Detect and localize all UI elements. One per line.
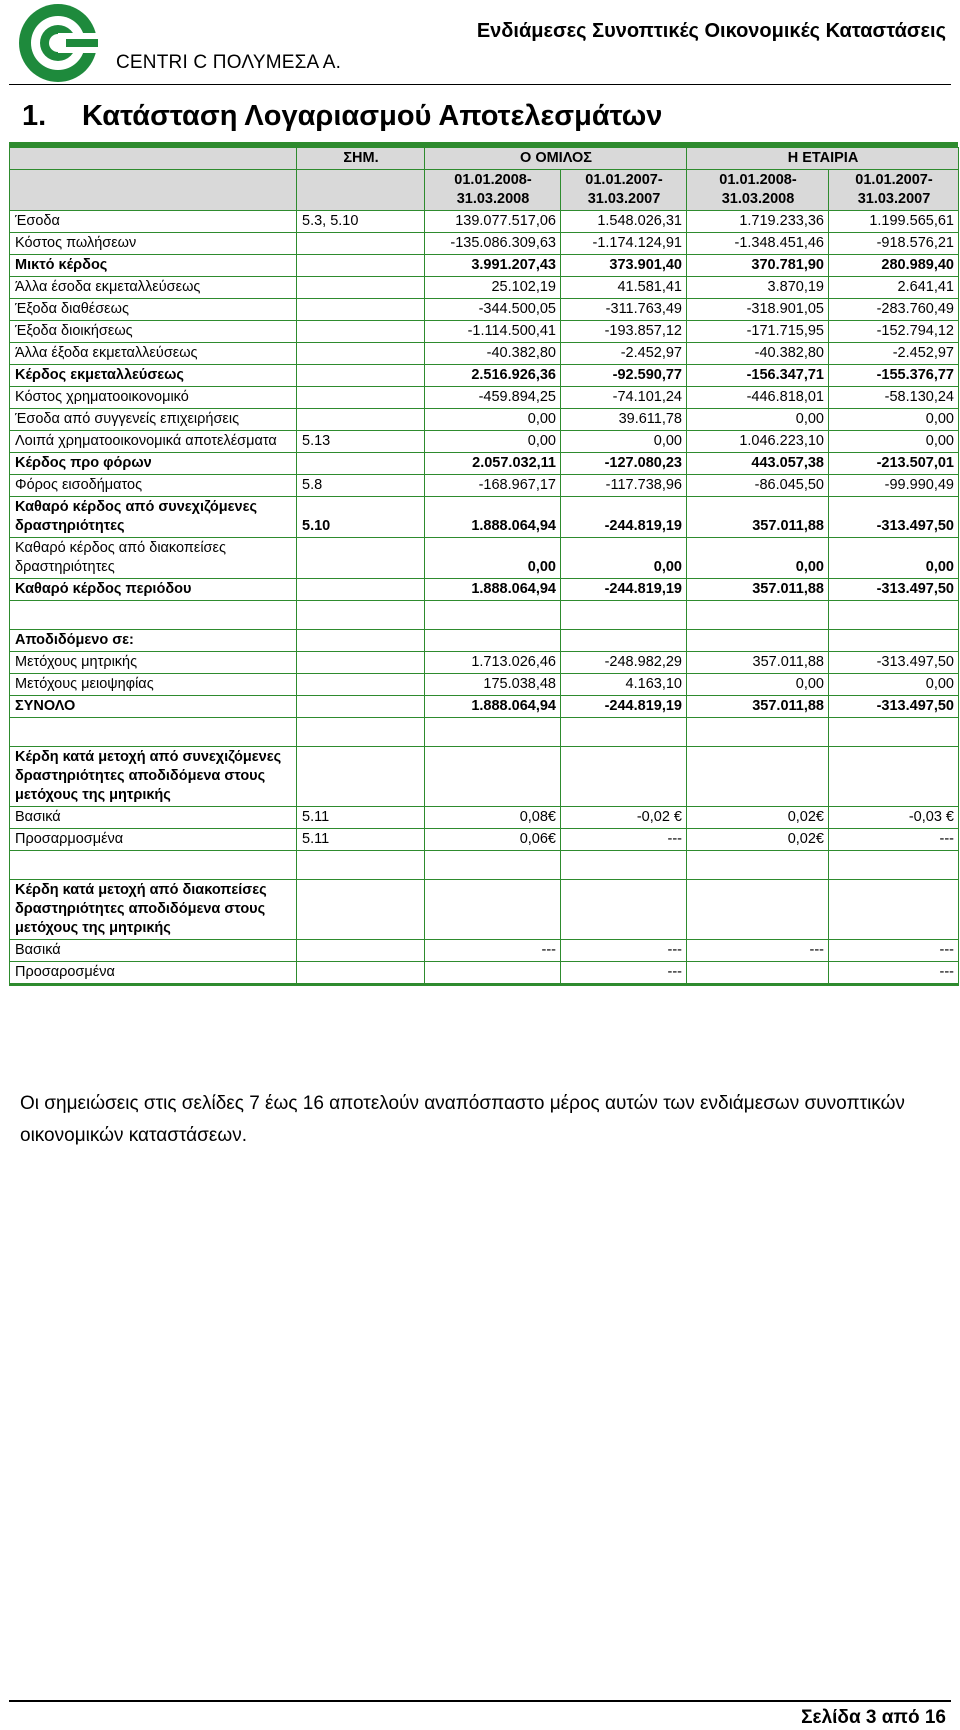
row-value: --- bbox=[687, 940, 829, 962]
table-row bbox=[10, 652, 959, 674]
row-value: -313.497,50 bbox=[829, 579, 959, 601]
document-title: Ενδιάμεσες Συνοπτικές Οικονομικές Καταστάσεις bbox=[476, 20, 946, 42]
table-row bbox=[10, 962, 959, 985]
table-row bbox=[10, 343, 959, 365]
header-period-group-2007: 01.01.2007-31.03.2007 bbox=[561, 170, 687, 211]
row-label: Βασικά bbox=[10, 940, 297, 962]
row-value: -86.045,50 bbox=[687, 475, 829, 497]
row-label: ΣΥΝΟΛΟ bbox=[10, 696, 297, 718]
row-value: 41.581,41 bbox=[561, 277, 687, 299]
table-row bbox=[10, 940, 959, 962]
table-row bbox=[10, 277, 959, 299]
spacer-cell bbox=[10, 851, 297, 880]
income-statement-body bbox=[10, 148, 959, 985]
spacer-cell bbox=[10, 718, 297, 747]
row-value: -459.894,25 bbox=[425, 387, 561, 409]
row-note: 5.11 bbox=[297, 807, 425, 829]
header-blank-cell bbox=[10, 170, 297, 211]
table-row bbox=[10, 431, 959, 453]
table-row bbox=[10, 674, 959, 696]
row-note bbox=[297, 453, 425, 475]
row-empty bbox=[297, 630, 425, 652]
header-period-group-2008: 01.01.2008-31.03.2008 bbox=[425, 170, 561, 211]
row-value: -313.497,50 bbox=[829, 696, 959, 718]
spacer-cell bbox=[561, 601, 687, 630]
table-header-row-1 bbox=[10, 148, 959, 170]
spacer-cell bbox=[687, 718, 829, 747]
row-value: 357.011,88 bbox=[687, 579, 829, 601]
row-value: -40.382,80 bbox=[425, 343, 561, 365]
row-value: 0,00 bbox=[829, 538, 959, 579]
row-note: 5.8 bbox=[297, 475, 425, 497]
row-value: -283.760,49 bbox=[829, 299, 959, 321]
row-value: 357.011,88 bbox=[687, 652, 829, 674]
row-value: 0,00 bbox=[425, 431, 561, 453]
row-heading: Κέρδη κατά μετοχή από συνεχιζόμενες δραστηριότητες αποδιδόμενα στους μετόχους της μητρικής bbox=[10, 747, 297, 807]
spacer-cell bbox=[561, 718, 687, 747]
row-value: -117.738,96 bbox=[561, 475, 687, 497]
header-note-col: ΣΗΜ. bbox=[297, 148, 425, 170]
row-empty bbox=[687, 747, 829, 807]
row-label: Μετόχους μειοψηφίας bbox=[10, 674, 297, 696]
row-value: 370.781,90 bbox=[687, 255, 829, 277]
row-value: --- bbox=[425, 940, 561, 962]
row-empty bbox=[687, 630, 829, 652]
spacer-cell bbox=[687, 601, 829, 630]
row-note bbox=[297, 674, 425, 696]
row-note bbox=[297, 277, 425, 299]
row-value: -344.500,05 bbox=[425, 299, 561, 321]
row-value: 0,08€ bbox=[425, 807, 561, 829]
row-label: Προσαρμοσμένα bbox=[10, 829, 297, 851]
row-value: --- bbox=[561, 829, 687, 851]
row-value: -92.590,77 bbox=[561, 365, 687, 387]
row-value: -311.763,49 bbox=[561, 299, 687, 321]
row-label: Λοιπά χρηματοοικονομικά αποτελέσματα bbox=[10, 431, 297, 453]
row-value: -244.819,19 bbox=[561, 696, 687, 718]
spacer-row bbox=[10, 718, 959, 747]
row-note bbox=[297, 409, 425, 431]
row-value: 0,02€ bbox=[687, 829, 829, 851]
table-row bbox=[10, 497, 959, 538]
section-heading-row bbox=[10, 630, 959, 652]
table-header-row-2 bbox=[10, 170, 959, 211]
row-note bbox=[297, 652, 425, 674]
section-title bbox=[22, 100, 662, 133]
row-value: 0,00 bbox=[829, 674, 959, 696]
row-heading: Κέρδη κατά μετοχή από διακοπείσες δραστηριότητες αποδιδόμενα στους μετόχους της μητρικής bbox=[10, 880, 297, 940]
row-value: --- bbox=[829, 962, 959, 985]
row-value: 0,00 bbox=[425, 538, 561, 579]
row-label: Φόρος εισοδήματος bbox=[10, 475, 297, 497]
row-value: 175.038,48 bbox=[425, 674, 561, 696]
page-number: Σελίδα 3 από 16 bbox=[801, 1707, 946, 1728]
row-empty bbox=[297, 880, 425, 940]
header-group: Ο ΟΜΙΛΟΣ bbox=[425, 148, 687, 170]
table-row bbox=[10, 475, 959, 497]
table-row bbox=[10, 829, 959, 851]
footer-divider bbox=[9, 1700, 951, 1702]
row-value: 1.548.026,31 bbox=[561, 211, 687, 233]
row-label: Κέρδος προ φόρων bbox=[10, 453, 297, 475]
spacer-cell bbox=[297, 851, 425, 880]
spacer-cell bbox=[829, 718, 959, 747]
row-value: -244.819,19 bbox=[561, 579, 687, 601]
spacer-cell bbox=[829, 851, 959, 880]
row-value: 1.719.233,36 bbox=[687, 211, 829, 233]
row-value bbox=[687, 962, 829, 985]
row-note bbox=[297, 962, 425, 985]
header-period-company-2008: 01.01.2008-31.03.2008 bbox=[687, 170, 829, 211]
table-row bbox=[10, 453, 959, 475]
company-name: CENTRI C ΠΟΛΥΜΕΣΑ Α. bbox=[116, 52, 342, 73]
table-row bbox=[10, 365, 959, 387]
row-value: 0,00 bbox=[687, 538, 829, 579]
row-value: 357.011,88 bbox=[687, 696, 829, 718]
table-row bbox=[10, 807, 959, 829]
row-note bbox=[297, 233, 425, 255]
header-company: Η ΕΤΑΙΡΙΑ bbox=[687, 148, 959, 170]
spacer-cell bbox=[425, 851, 561, 880]
row-value: 0,02€ bbox=[687, 807, 829, 829]
row-value: 1.713.026,46 bbox=[425, 652, 561, 674]
table-row bbox=[10, 409, 959, 431]
header-divider bbox=[9, 84, 951, 85]
spacer-cell bbox=[687, 851, 829, 880]
row-label: Βασικά bbox=[10, 807, 297, 829]
footnote: Οι σημειώσεις στις σελίδες 7 έως 16 αποτελούν αναπόσπαστο μέρος αυτών των ενδιάμεσων συνοπτικών οικονομικών καταστάσεων. bbox=[20, 1093, 905, 1146]
row-note bbox=[297, 696, 425, 718]
row-value: -0,03 € bbox=[829, 807, 959, 829]
row-value: 2.516.926,36 bbox=[425, 365, 561, 387]
row-empty bbox=[297, 747, 425, 807]
row-note bbox=[297, 255, 425, 277]
row-value: 373.901,40 bbox=[561, 255, 687, 277]
row-value: 25.102,19 bbox=[425, 277, 561, 299]
row-value: -1.174.124,91 bbox=[561, 233, 687, 255]
table-row bbox=[10, 579, 959, 601]
row-value: -2.452,97 bbox=[829, 343, 959, 365]
header-blank-cell bbox=[10, 148, 297, 170]
row-value: 1.888.064,94 bbox=[425, 579, 561, 601]
row-value: -248.982,29 bbox=[561, 652, 687, 674]
row-label: Μετόχους μητρικής bbox=[10, 652, 297, 674]
row-note bbox=[297, 579, 425, 601]
row-value: 3.991.207,43 bbox=[425, 255, 561, 277]
row-value: -446.818,01 bbox=[687, 387, 829, 409]
row-value: -244.819,19 bbox=[561, 497, 687, 538]
row-note bbox=[297, 321, 425, 343]
row-label: Καθαρό κέρδος περιόδου bbox=[10, 579, 297, 601]
row-value: 4.163,10 bbox=[561, 674, 687, 696]
section-title-text: Κατάσταση Λογαριασμού Αποτελεσμάτων bbox=[82, 100, 663, 132]
row-empty bbox=[425, 630, 561, 652]
row-value: -2.452,97 bbox=[561, 343, 687, 365]
row-value: -58.130,24 bbox=[829, 387, 959, 409]
row-label: Έξοδα διαθέσεως bbox=[10, 299, 297, 321]
row-empty bbox=[561, 747, 687, 807]
row-empty bbox=[561, 630, 687, 652]
row-value: -313.497,50 bbox=[829, 497, 959, 538]
row-label: Έξοδα διοικήσεως bbox=[10, 321, 297, 343]
table-row bbox=[10, 538, 959, 579]
row-value: -152.794,12 bbox=[829, 321, 959, 343]
spacer-cell bbox=[297, 718, 425, 747]
row-value: --- bbox=[561, 940, 687, 962]
row-value: 443.057,38 bbox=[687, 453, 829, 475]
row-value: 139.077.517,06 bbox=[425, 211, 561, 233]
row-value: 280.989,40 bbox=[829, 255, 959, 277]
row-value: 2.057.032,11 bbox=[425, 453, 561, 475]
table-row bbox=[10, 211, 959, 233]
row-value: -213.507,01 bbox=[829, 453, 959, 475]
row-label: Κόστος πωλήσεων bbox=[10, 233, 297, 255]
row-note: 5.10 bbox=[297, 497, 425, 538]
row-value: -74.101,24 bbox=[561, 387, 687, 409]
row-value: 0,00 bbox=[829, 409, 959, 431]
row-note: 5.13 bbox=[297, 431, 425, 453]
row-empty bbox=[829, 747, 959, 807]
company-logo-icon bbox=[18, 3, 98, 83]
row-value: 0,06€ bbox=[425, 829, 561, 851]
row-value: -313.497,50 bbox=[829, 652, 959, 674]
row-note bbox=[297, 299, 425, 321]
row-value: -0,02 € bbox=[561, 807, 687, 829]
row-value: 39.611,78 bbox=[561, 409, 687, 431]
row-value: 0,00 bbox=[561, 431, 687, 453]
section-heading-row bbox=[10, 747, 959, 807]
row-value: -40.382,80 bbox=[687, 343, 829, 365]
row-value: -1.348.451,46 bbox=[687, 233, 829, 255]
spacer-cell bbox=[425, 601, 561, 630]
row-value: 357.011,88 bbox=[687, 497, 829, 538]
row-label: Καθαρό κέρδος από διακοπείσες δραστηριότητες bbox=[10, 538, 297, 579]
row-value: 0,00 bbox=[425, 409, 561, 431]
row-value: 0,00 bbox=[687, 409, 829, 431]
row-label: Προσαροσμένα bbox=[10, 962, 297, 985]
table-row bbox=[10, 255, 959, 277]
row-value: --- bbox=[829, 829, 959, 851]
row-empty bbox=[425, 880, 561, 940]
spacer-cell bbox=[10, 601, 297, 630]
row-value: -156.347,71 bbox=[687, 365, 829, 387]
row-value: 0,00 bbox=[561, 538, 687, 579]
row-label: Κέρδος εκμεταλλεύσεως bbox=[10, 365, 297, 387]
row-empty bbox=[829, 880, 959, 940]
row-note bbox=[297, 343, 425, 365]
row-note bbox=[297, 387, 425, 409]
spacer-cell bbox=[297, 601, 425, 630]
row-value: -168.967,17 bbox=[425, 475, 561, 497]
row-value: -1.114.500,41 bbox=[425, 321, 561, 343]
row-label: Μικτό κέρδος bbox=[10, 255, 297, 277]
row-value: 2.641,41 bbox=[829, 277, 959, 299]
row-empty bbox=[829, 630, 959, 652]
row-label: Κόστος χρηματοοικονομικό bbox=[10, 387, 297, 409]
header-period-company-2007: 01.01.2007-31.03.2007 bbox=[829, 170, 959, 211]
spacer-row bbox=[10, 851, 959, 880]
row-value: -135.086.309,63 bbox=[425, 233, 561, 255]
row-empty bbox=[425, 747, 561, 807]
spacer-cell bbox=[425, 718, 561, 747]
row-label: Άλλα έσοδα εκμεταλλεύσεως bbox=[10, 277, 297, 299]
row-value: --- bbox=[561, 962, 687, 985]
row-value: -918.576,21 bbox=[829, 233, 959, 255]
row-value: 3.870,19 bbox=[687, 277, 829, 299]
spacer-row bbox=[10, 601, 959, 630]
row-note bbox=[297, 365, 425, 387]
section-number: 1. bbox=[22, 100, 47, 132]
spacer-cell bbox=[561, 851, 687, 880]
row-value: --- bbox=[829, 940, 959, 962]
table-row bbox=[10, 233, 959, 255]
row-note: 5.3, 5.10 bbox=[297, 211, 425, 233]
row-value bbox=[425, 962, 561, 985]
row-value: 1.888.064,94 bbox=[425, 497, 561, 538]
table-row bbox=[10, 387, 959, 409]
row-label: Έσοδα bbox=[10, 211, 297, 233]
table-row bbox=[10, 696, 959, 718]
row-value: -193.857,12 bbox=[561, 321, 687, 343]
row-heading: Αποδιδόμενο σε: bbox=[10, 630, 297, 652]
row-label: Καθαρό κέρδος από συνεχιζόμενες δραστηριότητες bbox=[10, 497, 297, 538]
row-value: -99.990,49 bbox=[829, 475, 959, 497]
row-note bbox=[297, 940, 425, 962]
row-value: 1.046.223,10 bbox=[687, 431, 829, 453]
row-value: 1.199.565,61 bbox=[829, 211, 959, 233]
row-value: -171.715,95 bbox=[687, 321, 829, 343]
row-value: 1.888.064,94 bbox=[425, 696, 561, 718]
row-value: 0,00 bbox=[687, 674, 829, 696]
header-blank-cell bbox=[297, 170, 425, 211]
table-row bbox=[10, 321, 959, 343]
row-note bbox=[297, 538, 425, 579]
table-row bbox=[10, 299, 959, 321]
row-value: -318.901,05 bbox=[687, 299, 829, 321]
row-empty bbox=[687, 880, 829, 940]
row-label: Έσοδα από συγγενείς επιχειρήσεις bbox=[10, 409, 297, 431]
row-empty bbox=[561, 880, 687, 940]
income-statement-table bbox=[9, 147, 959, 986]
row-value: 0,00 bbox=[829, 431, 959, 453]
section-heading-row bbox=[10, 880, 959, 940]
row-value: -155.376,77 bbox=[829, 365, 959, 387]
row-value: -127.080,23 bbox=[561, 453, 687, 475]
spacer-cell bbox=[829, 601, 959, 630]
row-label: Άλλα έξοδα εκμεταλλεύσεως bbox=[10, 343, 297, 365]
row-note: 5.11 bbox=[297, 829, 425, 851]
